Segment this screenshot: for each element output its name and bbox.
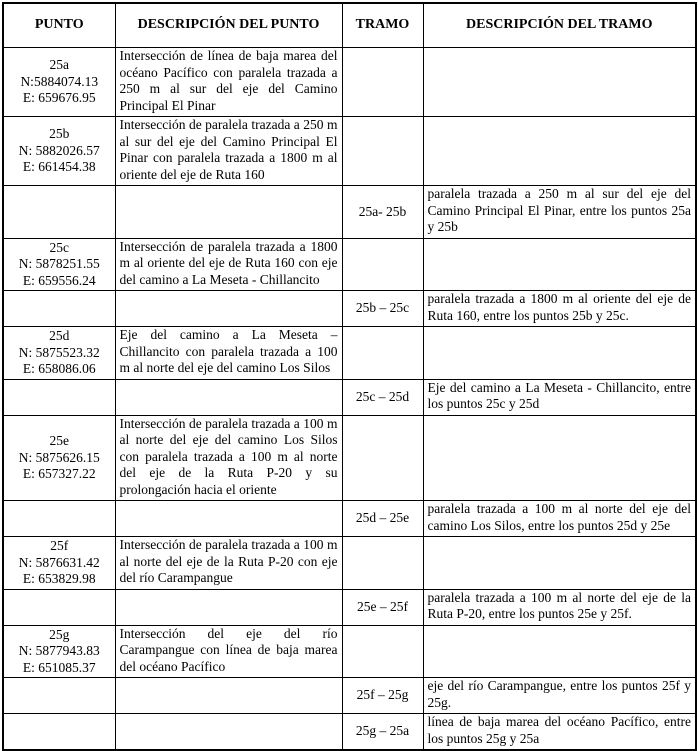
punto-id: 25c: [49, 239, 69, 255]
punto-east-coord: E: 661454.38: [22, 159, 96, 175]
tramo-cell: [342, 327, 423, 380]
tramo-desc-cell: [423, 238, 696, 291]
punto-north-coord: N: 5876631.42: [18, 554, 100, 570]
punto-desc-cell: Intersección de paralela trazada a 100 m al norte del eje del camino Los Silos con paralela trazada a 100 m al norte del eje de la Ruta P-20 y su prolongación hacia el oriente: [115, 415, 342, 501]
punto-cell: [3, 327, 115, 380]
tramo-cell: 25d – 25e: [342, 501, 423, 537]
table-row: [3, 117, 696, 186]
punto-desc-cell: [115, 186, 342, 239]
table-row: [3, 415, 696, 501]
punto-cell: [3, 415, 115, 501]
table-row: [3, 678, 696, 714]
punto-cell: [3, 589, 115, 625]
punto-id: 25a: [49, 57, 69, 73]
table-row: [3, 238, 696, 291]
tramo-cell: 25g – 25a: [342, 714, 423, 751]
punto-desc-cell: Intersección de paralela trazada a 250 m al sur del eje del Camino Principal El Pinar con paralela trazada a 1800 m al oriente del eje de Ruta 160: [115, 117, 342, 186]
tramo-desc-cell: línea de baja marea del océano Pacífico, entre los puntos 25g y 25a: [423, 714, 696, 751]
punto-desc-cell: [115, 501, 342, 537]
points-table: [2, 2, 697, 751]
punto-cell: [3, 501, 115, 537]
punto-east-coord: E: 657327.22: [22, 466, 96, 481]
table-row: [3, 379, 696, 415]
punto-east-coord: E: 659556.24: [22, 272, 96, 288]
punto-cell: [3, 117, 115, 186]
tramo-cell: 25b – 25c: [342, 291, 423, 327]
table-body: [3, 48, 696, 751]
table-header: [3, 3, 696, 48]
punto-north-coord: N: 5875523.32: [18, 344, 100, 360]
punto-desc-cell: [115, 379, 342, 415]
tramo-cell: [342, 117, 423, 186]
table-row: [3, 537, 696, 590]
punto-desc-cell: [115, 678, 342, 714]
tramo-cell: 25f – 25g: [342, 678, 423, 714]
punto-desc-cell: [115, 291, 342, 327]
table-row: [3, 327, 696, 380]
tramo-cell: [342, 48, 423, 117]
punto-north-coord: N: 5878251.55: [18, 256, 100, 271]
punto-id: 25e: [49, 433, 69, 448]
punto-cell: [3, 625, 115, 678]
tramo-desc-cell: [423, 625, 696, 678]
table-row: [3, 291, 696, 327]
table-row: [3, 48, 696, 117]
table-row: [3, 625, 696, 678]
punto-id: 25d: [49, 328, 70, 343]
table-row: [3, 186, 696, 239]
column-header-descripcion-punto: DESCRIPCIÓN DEL PUNTO: [115, 3, 342, 48]
punto-north-coord: N: 5877943.83: [18, 643, 100, 658]
punto-desc-cell: [115, 589, 342, 625]
punto-east-coord: E: 653829.98: [22, 571, 96, 586]
table-row: [3, 501, 696, 537]
tramo-cell: 25a- 25b: [342, 186, 423, 239]
punto-desc-cell: Eje del camino a La Meseta – Chillancito con paralela trazada a 100 m al norte del eje del camino Los Silos: [115, 327, 342, 380]
tramo-cell: [342, 537, 423, 590]
tramo-cell: [342, 238, 423, 291]
punto-east-coord: E: 658086.06: [22, 361, 96, 376]
tramo-desc-cell: [423, 117, 696, 186]
tramo-desc-cell: paralela trazada a 100 m al norte del eje de la Ruta P-20, entre los puntos 25e y 25f.: [423, 589, 696, 625]
punto-north-coord: N:5884074.13: [20, 73, 99, 89]
punto-north-coord: N: 5875626.15: [18, 449, 100, 465]
punto-cell: [3, 678, 115, 714]
column-header-punto: PUNTO: [3, 3, 115, 48]
punto-cell: [3, 48, 115, 117]
punto-cell: [3, 379, 115, 415]
tramo-desc-cell: [423, 415, 696, 501]
column-header-tramo: TRAMO: [342, 3, 423, 48]
tramo-desc-cell: [423, 537, 696, 590]
punto-id: 25g: [49, 626, 70, 642]
punto-cell: [3, 291, 115, 327]
tramo-desc-cell: eje del río Carampangue, entre los puntos 25f y 25g.: [423, 678, 696, 714]
tramo-cell: 25e – 25f: [342, 589, 423, 625]
punto-cell: [3, 238, 115, 291]
punto-cell: [3, 537, 115, 590]
punto-cell: [3, 714, 115, 751]
table-row: [3, 589, 696, 625]
tramo-desc-cell: paralela trazada a 100 m al norte del eje del camino Los Silos, entre los puntos 25d y 25e: [423, 501, 696, 537]
tramo-desc-cell: Eje del camino a La Meseta - Chillancito, entre los puntos 25c y 25d: [423, 379, 696, 415]
punto-id: 25f: [50, 538, 69, 553]
tramo-cell: [342, 625, 423, 678]
tramo-desc-cell: paralela trazada a 250 m al sur del eje del Camino Principal El Pinar, entre los puntos 25a y 25b: [423, 186, 696, 239]
header-row: [3, 3, 696, 48]
punto-id: 25b: [49, 126, 70, 142]
tramo-cell: [342, 415, 423, 501]
punto-desc-cell: Intersección de paralela trazada a 100 m al norte del eje de la Ruta P-20 con eje del río Carampangue: [115, 537, 342, 590]
punto-east-coord: E: 659676.95: [22, 90, 96, 106]
tramo-desc-cell: [423, 327, 696, 380]
tramo-desc-cell: [423, 48, 696, 117]
punto-cell: [3, 186, 115, 239]
tramo-cell: 25c – 25d: [342, 379, 423, 415]
punto-desc-cell: [115, 714, 342, 751]
punto-north-coord: N: 5882026.57: [18, 142, 100, 158]
column-header-descripcion-tramo: DESCRIPCIÓN DEL TRAMO: [423, 3, 696, 48]
table-row: [3, 714, 696, 751]
punto-desc-cell: Intersección del eje del río Carampangue con línea de baja marea del océano Pacífico: [115, 625, 342, 678]
punto-east-coord: E: 651085.37: [22, 659, 96, 675]
punto-desc-cell: Intersección de paralela trazada a 1800 m al oriente del eje de Ruta 160 con eje del camino a La Meseta - Chillancito: [115, 238, 342, 291]
tramo-desc-cell: paralela trazada a 1800 m al oriente del eje de Ruta 160, entre los puntos 25b y 25c.: [423, 291, 696, 327]
punto-desc-cell: Intersección de línea de baja marea del océano Pacífico con paralela trazada a 250 m al sur del eje del Camino Principal El Pinar: [115, 48, 342, 117]
